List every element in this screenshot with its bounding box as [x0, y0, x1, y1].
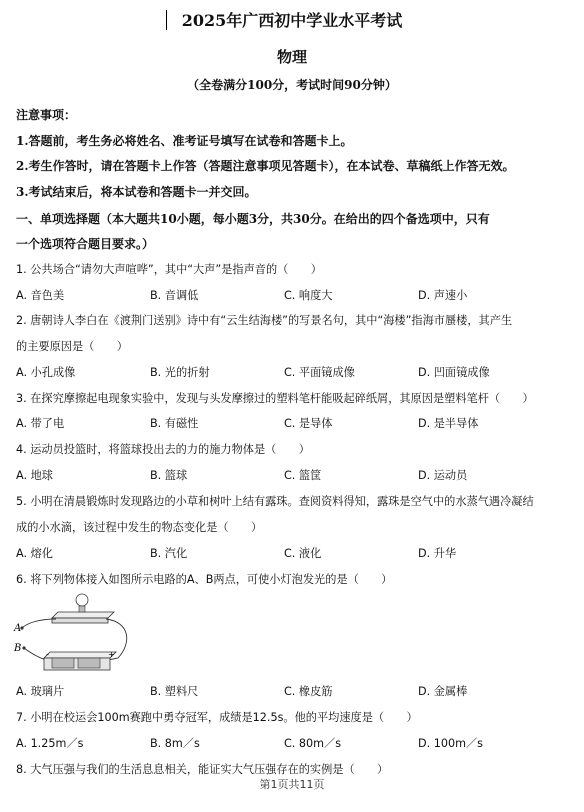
question-2: 2. 唐朝诗人李白在《渡荆门送别》诗中有“云生结海楼”的写景名句，其中“海楼”指海市蜃楼，其产生	[16, 314, 513, 327]
q5-option-c: C. 液化	[284, 547, 322, 560]
q3-option-d: D. 是半导体	[418, 417, 479, 430]
battery-icon	[52, 658, 74, 668]
question-8: 8. 大气压强与我们的生活息息相关，能证实大气压强存在的实例是（ ）	[16, 763, 389, 776]
bulb-icon	[76, 594, 88, 606]
subject-title: 物理	[276, 48, 307, 66]
q6-option-a: A. 玻璃片	[16, 685, 65, 698]
section-title-cont: 一个选项符合题目要求。）	[16, 237, 155, 251]
q6-option-c: C. 橡皮筋	[284, 685, 333, 698]
question-2-cont: 的主要原因是（ ）	[16, 340, 128, 353]
circuit-diagram	[12, 588, 136, 672]
q1-option-a: A. 音色美	[16, 289, 65, 302]
question-3: 3. 在探究摩擦起电现象实验中，发现与头发摩擦过的塑料笔杆能吸起碎纸屑，其原因是塑料笔杆（ ）	[16, 392, 534, 405]
q4-option-b: B. 篮球	[150, 469, 188, 482]
minus-terminal-label: -	[46, 650, 49, 659]
question-1: 1. 公共场合“请勿大声喧哗”，其中“大声”是指声音的（ ）	[16, 263, 322, 276]
q4-option-a: A. 地球	[16, 469, 53, 482]
q7-option-a: A. 1.25m／s	[16, 737, 84, 750]
q3-option-a: A. 带了电	[16, 417, 65, 430]
q2-option-b: B. 光的折射	[150, 366, 210, 379]
q3-option-b: B. 有磁性	[150, 417, 199, 430]
notes-heading: 注意事项：	[16, 108, 77, 122]
question-5-cont: 成的小水滴，该过程中发生的物态变化是（ ）	[16, 521, 263, 534]
q6-option-b: B. 塑料尺	[150, 685, 199, 698]
note-item: 1.答题前，考生务必将姓名、准考证号填写在试卷和答题卡上。	[16, 134, 353, 148]
q4-option-d: D. 运动员	[418, 469, 468, 482]
q5-option-b: B. 汽化	[150, 547, 188, 560]
note-item: 3.考试结束后，将本试卷和答题卡一并交回。	[16, 185, 257, 199]
page-number: 第1页共11页	[259, 778, 325, 791]
question-5: 5. 小明在清晨锻炼时发现路边的小草和树叶上结有露珠。查阅资料得知，露珠是空气中的水蒸气遇冷凝结	[16, 495, 534, 508]
terminal-b-label: B	[14, 643, 22, 654]
q7-option-d: D. 100m／s	[418, 737, 483, 750]
q4-option-c: C. 篮筐	[284, 469, 322, 482]
battery-icon	[78, 658, 100, 668]
q1-option-c: C. 响度大	[284, 289, 333, 302]
q5-option-a: A. 熔化	[16, 547, 53, 560]
q1-option-b: B. 音调低	[150, 289, 199, 302]
q6-option-d: D. 金属棒	[418, 685, 468, 698]
q7-option-c: C. 80m／s	[284, 737, 342, 750]
q1-option-d: D. 声速小	[418, 289, 468, 302]
question-4: 4. 运动员投篮时，将篮球投出去的力的施力物体是（ ）	[16, 443, 310, 456]
exam-info: （全卷满分100分，考试时间90分钟）	[187, 78, 397, 92]
q7-option-b: B. 8m／s	[150, 737, 200, 750]
q5-option-d: D. 升华	[418, 547, 457, 560]
question-7: 7. 小明在校运会100m赛跑中勇夺冠军，成绩是12.5s。他的平均速度是（ ）	[16, 711, 418, 724]
q2-option-d: D. 凹面镜成像	[418, 366, 490, 379]
plus-terminal-label: +	[108, 650, 115, 659]
exam-title: 2025年广西初中学业水平考试	[181, 11, 403, 30]
section-title: 一、单项选择题（本大题共10小题，每小题3分，共30分。在给出的四个备选项中，只有	[16, 212, 490, 226]
q3-option-c: C. 是导体	[284, 417, 333, 430]
q2-option-a: A. 小孔成像	[16, 366, 76, 379]
q2-option-c: C. 平面镜成像	[284, 366, 355, 379]
terminal-a-label: A	[14, 623, 22, 634]
note-item: 2.考生作答时，请在答题卡上作答（答题注意事项见答题卡），在本试卷、草稿纸上作答无效。	[16, 159, 515, 173]
question-6: 6. 将下列物体接入如图所示电路的A、B两点，可使小灯泡发光的是（ ）	[16, 573, 393, 586]
